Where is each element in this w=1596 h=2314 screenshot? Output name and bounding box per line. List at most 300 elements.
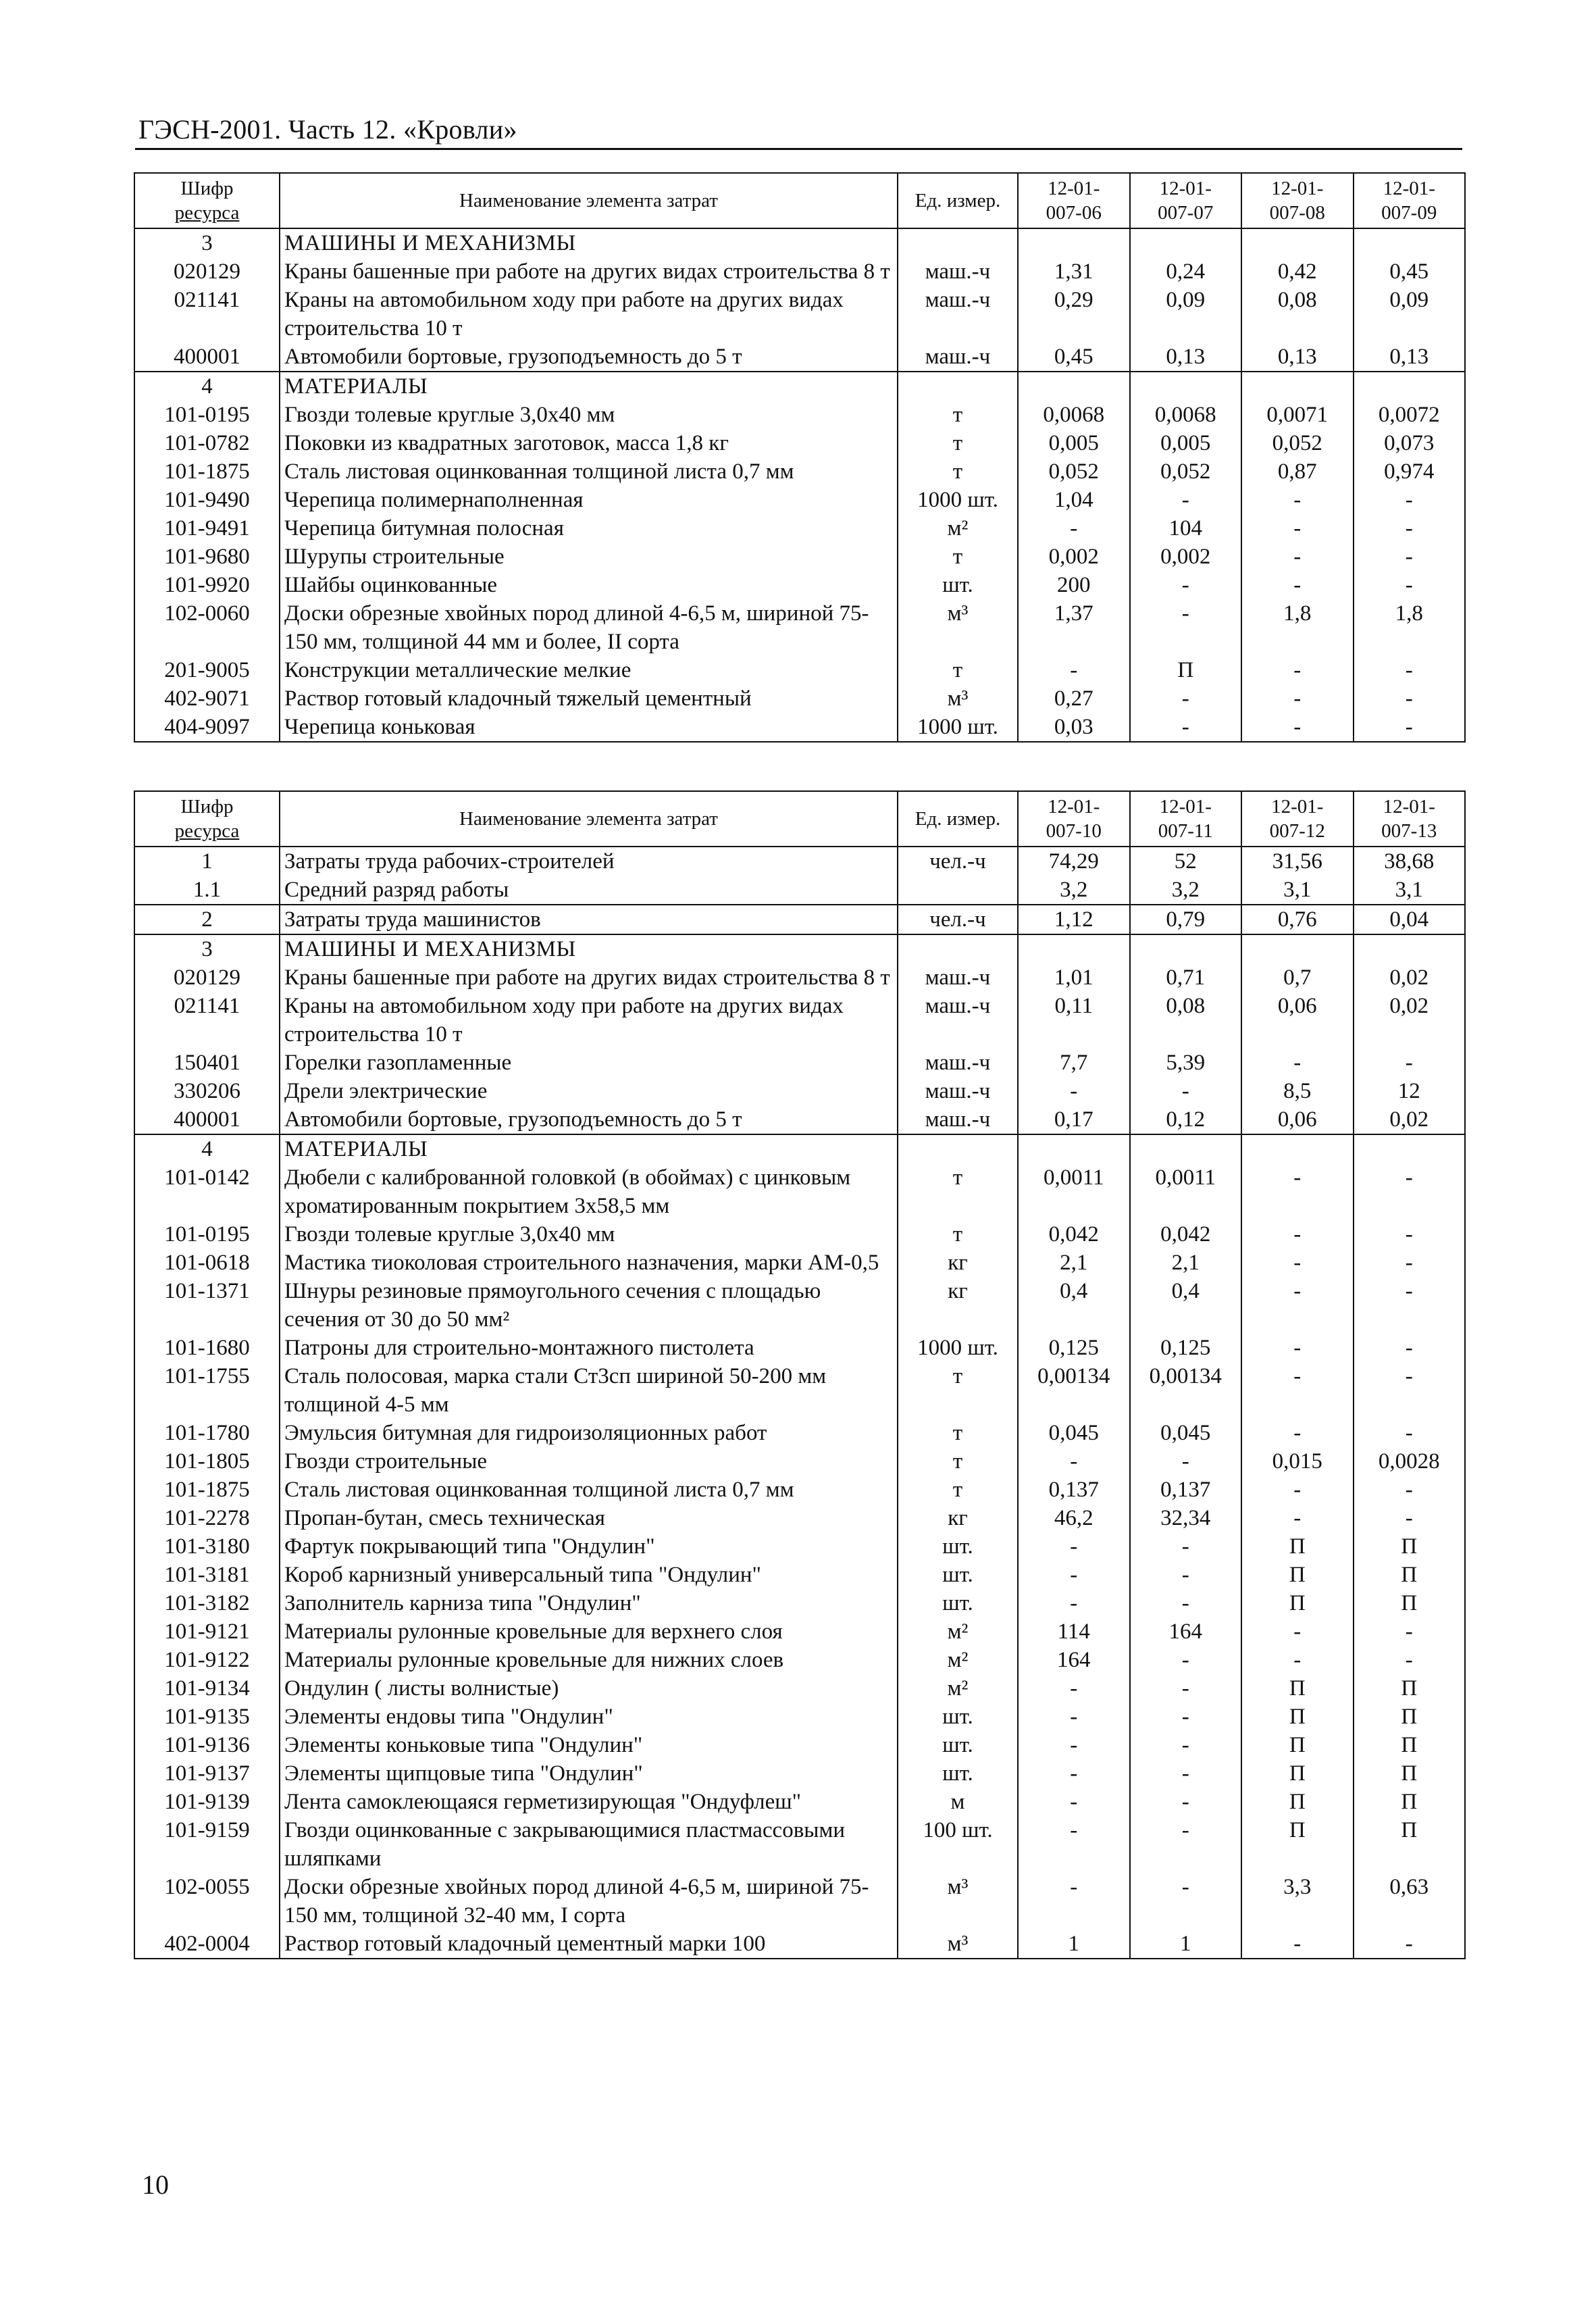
resource-code: 101-1875 [134, 457, 280, 486]
value-cell: - [1354, 713, 1466, 742]
table-row [134, 1703, 1465, 1731]
value-cell: 0,125 [1018, 1334, 1130, 1362]
value-cell: 0,08 [1241, 286, 1354, 343]
table-row [134, 1419, 1465, 1447]
table-row [134, 1163, 1465, 1220]
resource-code: 1.1 [134, 876, 280, 905]
unit-cell: маш.-ч [898, 1105, 1018, 1134]
value-cell: - [1018, 514, 1130, 543]
section-title: МАТЕРИАЛЫ [280, 1134, 898, 1163]
unit-cell: маш.-ч [898, 343, 1018, 372]
unit-cell [898, 1134, 1018, 1163]
value-cell: - [1130, 1532, 1242, 1561]
section-row [134, 228, 1465, 257]
table-row [134, 343, 1465, 372]
value-cell: - [1130, 1447, 1242, 1476]
value-cell: 0,17 [1018, 1105, 1130, 1134]
resource-name: Конструкции металлические мелкие [280, 656, 898, 684]
resource-code: 101-1371 [134, 1277, 280, 1334]
table-row [134, 1532, 1465, 1561]
resource-name: Раствор готовый кладочный тяжелый цементный [280, 684, 898, 713]
value-cell: - [1130, 1731, 1242, 1759]
value-cell: 0,27 [1018, 684, 1130, 713]
value-cell [1354, 228, 1466, 257]
value-cell: 0,87 [1241, 457, 1354, 486]
value-cell: 0,13 [1354, 343, 1466, 372]
value-cell [1354, 934, 1466, 963]
value-cell: П [1354, 1703, 1466, 1731]
value-cell: П [1241, 1759, 1354, 1788]
value-cell: П [1354, 1788, 1466, 1816]
resource-name: Затраты труда машинистов [280, 905, 898, 934]
value-cell: - [1354, 1334, 1466, 1362]
unit-cell: кг [898, 1504, 1018, 1532]
value-cell: - [1018, 1077, 1130, 1105]
value-cell: 12 [1354, 1077, 1466, 1105]
value-cell: - [1130, 1646, 1242, 1674]
value-cell: - [1241, 1220, 1354, 1249]
value-cell: - [1241, 1617, 1354, 1646]
value-cell: 0,0071 [1241, 401, 1354, 429]
resource-name: Поковки из квадратных заготовок, масса 1,8 кг [280, 429, 898, 457]
value-cell [1241, 1134, 1354, 1163]
value-cell: П [1241, 1703, 1354, 1731]
value-cell: - [1354, 514, 1466, 543]
resource-name: Сталь листовая оцинкованная толщиной листа 0,7 мм [280, 457, 898, 486]
code-header-line1: Шифр [180, 178, 234, 199]
unit-cell: м³ [898, 599, 1018, 656]
table-row [134, 1646, 1465, 1674]
value-cell: 2,1 [1018, 1249, 1130, 1277]
name-column-header: Наименование элемента затрат [280, 173, 898, 228]
code-header-line1: Шифр [180, 796, 234, 818]
value-cell: П [1354, 1561, 1466, 1589]
value-cell: 0,04 [1354, 905, 1466, 934]
resource-name: Заполнитель карниза типа "Ондулин" [280, 1589, 898, 1617]
unit-cell: кг [898, 1249, 1018, 1277]
resource-code: 101-1755 [134, 1362, 280, 1419]
value-cell: 1 [1018, 1930, 1130, 1959]
value-cell: 1 [1130, 1930, 1242, 1959]
value-cell: 0,76 [1241, 905, 1354, 934]
unit-cell: м³ [898, 1873, 1018, 1930]
resource-name: Мастика тиоколовая строительного назначения, марки АМ-0,5 [280, 1249, 898, 1277]
unit-cell: чел.-ч [898, 905, 1018, 934]
value-cell: - [1354, 486, 1466, 514]
section-title: МАШИНЫ И МЕХАНИЗМЫ [280, 934, 898, 963]
resource-name: Горелки газопламенные [280, 1049, 898, 1077]
value-cell [1018, 228, 1130, 257]
unit-cell: 1000 шт. [898, 713, 1018, 742]
value-cell: - [1130, 1589, 1242, 1617]
unit-cell: шт. [898, 1731, 1018, 1759]
section-title: МАТЕРИАЛЫ [280, 372, 898, 401]
value-cell: 5,39 [1130, 1049, 1242, 1077]
value-cell: П [1241, 1674, 1354, 1703]
value-cell: 0,045 [1018, 1419, 1130, 1447]
value-cell: 3,2 [1018, 876, 1130, 905]
table-row [134, 1873, 1465, 1930]
value-cell: - [1130, 1759, 1242, 1788]
resource-code: 2 [134, 905, 280, 934]
value-cell: - [1130, 1873, 1242, 1930]
resource-name: Черепица коньковая [280, 713, 898, 742]
value-column-header: 12-01- 007-12 [1241, 791, 1354, 847]
resource-name: Эмульсия битумная для гидроизоляционных работ [280, 1419, 898, 1447]
unit-cell: м² [898, 1646, 1018, 1674]
value-cell: - [1241, 571, 1354, 599]
resource-name: Элементы щипцовые типа "Ондулин" [280, 1759, 898, 1788]
table-row [134, 1220, 1465, 1249]
resource-name: Краны на автомобильном ходу при работе на других видах строительства 10 т [280, 286, 898, 343]
value-cell: П [1241, 1816, 1354, 1873]
value-cell: 1,01 [1018, 963, 1130, 992]
table-row [134, 257, 1465, 286]
table-row [134, 656, 1465, 684]
section-row [134, 934, 1465, 963]
value-cell: 0,005 [1018, 429, 1130, 457]
section-row [134, 1134, 1465, 1163]
value-cell [1130, 228, 1242, 257]
unit-cell: т [898, 1163, 1018, 1220]
value-cell: 0,06 [1241, 992, 1354, 1049]
table-row [134, 992, 1465, 1049]
unit-cell: м² [898, 1617, 1018, 1646]
table-row [134, 286, 1465, 343]
resource-code: 400001 [134, 1105, 280, 1134]
value-cell: П [1354, 1731, 1466, 1759]
value-cell: 1,31 [1018, 257, 1130, 286]
value-cell [1130, 934, 1242, 963]
resource-code: 201-9005 [134, 656, 280, 684]
value-cell: 0,0072 [1354, 401, 1466, 429]
value-column-header: 12-01- 007-07 [1130, 173, 1242, 228]
resource-code: 101-2278 [134, 1504, 280, 1532]
unit-cell: м³ [898, 684, 1018, 713]
value-cell: - [1130, 1077, 1242, 1105]
value-cell: - [1241, 486, 1354, 514]
table-row [134, 1589, 1465, 1617]
unit-cell [898, 372, 1018, 401]
value-cell: - [1241, 1419, 1354, 1447]
value-cell [1018, 372, 1130, 401]
resource-name: Патроны для строительно-монтажного пистолета [280, 1334, 898, 1362]
resource-name: Ондулин ( листы волнистые) [280, 1674, 898, 1703]
unit-cell: шт. [898, 1703, 1018, 1731]
resource-name: Черепица полимернаполненная [280, 486, 898, 514]
resource-code: 3 [134, 228, 280, 257]
table-row [134, 713, 1465, 742]
resource-name: Материалы рулонные кровельные для нижних слоев [280, 1646, 898, 1674]
value-cell: - [1130, 713, 1242, 742]
value-cell: 0,0011 [1130, 1163, 1242, 1220]
resource-code: 101-3180 [134, 1532, 280, 1561]
value-cell: 0,052 [1018, 457, 1130, 486]
value-cell [1241, 934, 1354, 963]
table-row [134, 1476, 1465, 1504]
resource-code: 4 [134, 372, 280, 401]
table-row [134, 571, 1465, 599]
value-cell: - [1130, 1788, 1242, 1816]
value-column-header: 12-01- 007-06 [1018, 173, 1130, 228]
table-row [134, 847, 1465, 876]
value-cell: П [1354, 1589, 1466, 1617]
value-cell: 0,09 [1354, 286, 1466, 343]
value-cell: П [1354, 1816, 1466, 1873]
value-cell: - [1354, 1476, 1466, 1504]
value-cell: - [1130, 1674, 1242, 1703]
resource-name: Доски обрезные хвойных пород длиной 4-6,5 м, шириной 75-150 мм, толщиной 32-40 мм, I сорта [280, 1873, 898, 1930]
resource-name: Гвозди строительные [280, 1447, 898, 1476]
resource-name: Автомобили бортовые, грузоподъемность до 5 т [280, 343, 898, 372]
unit-cell: 1000 шт. [898, 1334, 1018, 1362]
value-cell: - [1354, 1163, 1466, 1220]
table-row [134, 1277, 1465, 1334]
value-cell: - [1241, 1646, 1354, 1674]
value-cell: П [1241, 1731, 1354, 1759]
value-column-header: 12-01- 007-11 [1130, 791, 1242, 847]
table-row [134, 1930, 1465, 1959]
table-header-row [134, 791, 1465, 847]
value-cell: 3,1 [1354, 876, 1466, 905]
resource-name: Краны на автомобильном ходу при работе на других видах строительства 10 т [280, 992, 898, 1049]
value-cell: - [1354, 656, 1466, 684]
value-cell: П [1354, 1759, 1466, 1788]
value-cell: 0,08 [1130, 992, 1242, 1049]
resource-name: Сталь полосовая, марка стали Ст3сп шириной 50-200 мм толщиной 4-5 мм [280, 1362, 898, 1419]
value-cell [1018, 934, 1130, 963]
value-cell: - [1130, 1561, 1242, 1589]
value-cell: П [1241, 1561, 1354, 1589]
value-cell: 1,04 [1018, 486, 1130, 514]
unit-column-header: Ед. измер. [898, 173, 1018, 228]
table-row [134, 1674, 1465, 1703]
value-cell: - [1130, 486, 1242, 514]
resource-code: 101-0782 [134, 429, 280, 457]
unit-cell: м² [898, 514, 1018, 543]
table-row [134, 457, 1465, 486]
value-cell: - [1241, 1277, 1354, 1334]
table-row [134, 1561, 1465, 1589]
unit-cell: маш.-ч [898, 286, 1018, 343]
name-column-header: Наименование элемента затрат [280, 791, 898, 847]
value-cell: 0,137 [1130, 1476, 1242, 1504]
value-cell: 0,00134 [1130, 1362, 1242, 1419]
value-column-header: 12-01- 007-08 [1241, 173, 1354, 228]
table-row [134, 1249, 1465, 1277]
value-cell: 0,0028 [1354, 1447, 1466, 1476]
unit-cell: т [898, 1476, 1018, 1504]
value-cell: 8,5 [1241, 1077, 1354, 1105]
unit-cell: т [898, 543, 1018, 571]
value-cell: - [1354, 1249, 1466, 1277]
value-cell: - [1018, 656, 1130, 684]
value-cell: 0,045 [1130, 1419, 1242, 1447]
value-cell: - [1241, 713, 1354, 742]
value-cell: 0,0068 [1130, 401, 1242, 429]
value-cell: 46,2 [1018, 1504, 1130, 1532]
table-row [134, 1334, 1465, 1362]
resource-code: 101-0195 [134, 401, 280, 429]
resource-code: 150401 [134, 1049, 280, 1077]
unit-cell: т [898, 1220, 1018, 1249]
resource-code: 101-9139 [134, 1788, 280, 1816]
value-cell: - [1241, 1362, 1354, 1419]
value-cell: - [1018, 1447, 1130, 1476]
table-row [134, 1788, 1465, 1816]
value-cell: 164 [1130, 1617, 1242, 1646]
value-cell: 0,073 [1354, 429, 1466, 457]
unit-cell: т [898, 1419, 1018, 1447]
value-cell: - [1241, 656, 1354, 684]
resource-code: 101-9121 [134, 1617, 280, 1646]
value-cell: - [1354, 1049, 1466, 1077]
value-cell: - [1130, 684, 1242, 713]
value-cell: 74,29 [1018, 847, 1130, 876]
table-row [134, 684, 1465, 713]
resource-code: 4 [134, 1134, 280, 1163]
section-row [134, 372, 1465, 401]
unit-cell: шт. [898, 1532, 1018, 1561]
value-cell: П [1241, 1589, 1354, 1617]
value-cell: 0,974 [1354, 457, 1466, 486]
table-row [134, 1362, 1465, 1419]
value-cell: 0,13 [1130, 343, 1242, 372]
resource-name: Дюбели с калиброванной головкой (в обоймах) с цинковым хроматированным покрытием 3х58,5 мм [280, 1163, 898, 1220]
resource-code: 101-9680 [134, 543, 280, 571]
table-body [134, 847, 1465, 1959]
value-cell: 104 [1130, 514, 1242, 543]
value-cell: 0,02 [1354, 1105, 1466, 1134]
table-row [134, 905, 1465, 934]
table-row [134, 963, 1465, 992]
value-cell: 52 [1130, 847, 1242, 876]
resource-code: 101-9137 [134, 1759, 280, 1788]
table-row [134, 401, 1465, 429]
value-cell: 3,3 [1241, 1873, 1354, 1930]
resource-name: Фартук покрывающий типа "Ондулин" [280, 1532, 898, 1561]
unit-cell: маш.-ч [898, 963, 1018, 992]
value-cell: 0,052 [1130, 457, 1242, 486]
resource-code: 1 [134, 847, 280, 876]
resource-name: Черепица битумная полосная [280, 514, 898, 543]
value-cell: 0,63 [1354, 1873, 1466, 1930]
resource-name: Гвозди оцинкованные с закрывающимися пластмассовыми шляпками [280, 1816, 898, 1873]
value-cell: 0,002 [1018, 543, 1130, 571]
value-cell: 0,09 [1130, 286, 1242, 343]
unit-column-header: Ед. измер. [898, 791, 1018, 847]
value-cell: 0,0068 [1018, 401, 1130, 429]
resource-code: 101-0618 [134, 1249, 280, 1277]
code-column-header [134, 791, 280, 847]
resource-name: Краны башенные при работе на других видах строительства 8 т [280, 963, 898, 992]
value-cell: 31,56 [1241, 847, 1354, 876]
resource-name: Короб карнизный универсальный типа "Ондулин" [280, 1561, 898, 1589]
value-cell: 114 [1018, 1617, 1130, 1646]
value-cell: - [1354, 1646, 1466, 1674]
value-cell: 1,8 [1354, 599, 1466, 656]
unit-cell: т [898, 1447, 1018, 1476]
value-cell: - [1018, 1589, 1130, 1617]
value-cell: П [1130, 656, 1242, 684]
value-cell: 7,7 [1018, 1049, 1130, 1077]
value-cell [1130, 372, 1242, 401]
value-cell: - [1241, 1930, 1354, 1959]
value-cell: 0,042 [1130, 1220, 1242, 1249]
resource-name: Затраты труда рабочих-строителей [280, 847, 898, 876]
value-cell: 0,042 [1018, 1220, 1130, 1249]
value-cell: 0,29 [1018, 286, 1130, 343]
resource-code: 400001 [134, 343, 280, 372]
resource-code: 101-1805 [134, 1447, 280, 1476]
value-cell: 0,137 [1018, 1476, 1130, 1504]
code-column-header [134, 173, 280, 228]
resource-code: 404-9097 [134, 713, 280, 742]
value-cell: - [1241, 1249, 1354, 1277]
table-row [134, 1816, 1465, 1873]
resource-code: 402-0004 [134, 1930, 280, 1959]
resource-name: Пропан-бутан, смесь техническая [280, 1504, 898, 1532]
value-cell: 0,0011 [1018, 1163, 1130, 1220]
table-row [134, 486, 1465, 514]
value-cell: 0,03 [1018, 713, 1130, 742]
unit-cell: шт. [898, 1561, 1018, 1589]
table-row [134, 1617, 1465, 1646]
code-header-line2: ресурса [174, 820, 240, 842]
value-cell: - [1241, 1049, 1354, 1077]
resource-code: 101-0142 [134, 1163, 280, 1220]
value-cell: 0,4 [1018, 1277, 1130, 1334]
resource-name: Краны башенные при работе на других видах строительства 8 т [280, 257, 898, 286]
table-row [134, 1759, 1465, 1788]
table-row [134, 876, 1465, 905]
value-cell: 0,015 [1241, 1447, 1354, 1476]
table-header-row [134, 173, 1465, 228]
resource-code: 102-0060 [134, 599, 280, 656]
value-cell [1354, 1134, 1466, 1163]
value-cell: 1,37 [1018, 599, 1130, 656]
value-cell: 3,1 [1241, 876, 1354, 905]
value-cell: 0,45 [1018, 343, 1130, 372]
value-cell: 0,71 [1130, 963, 1242, 992]
resource-code: 101-3181 [134, 1561, 280, 1589]
value-cell: - [1241, 684, 1354, 713]
resource-code: 101-9135 [134, 1703, 280, 1731]
resource-code: 101-1875 [134, 1476, 280, 1504]
value-cell: 0,4 [1130, 1277, 1242, 1334]
value-cell [1018, 1134, 1130, 1163]
resource-code: 102-0055 [134, 1873, 280, 1930]
value-cell: 0,11 [1018, 992, 1130, 1049]
unit-cell: м² [898, 1674, 1018, 1703]
resource-code: 101-9920 [134, 571, 280, 599]
value-cell: 1,12 [1018, 905, 1130, 934]
value-cell: - [1354, 1419, 1466, 1447]
value-cell: 3,2 [1130, 876, 1242, 905]
resource-name: Дрели электрические [280, 1077, 898, 1105]
resource-code: 021141 [134, 286, 280, 343]
resource-code: 402-9071 [134, 684, 280, 713]
document-header-title: ГЭСН-2001. Часть 12. «Кровли» [138, 114, 517, 145]
unit-cell: маш.-ч [898, 1049, 1018, 1077]
value-cell: 0,24 [1130, 257, 1242, 286]
unit-cell: т [898, 1362, 1018, 1419]
resource-name: Материалы рулонные кровельные для верхнего слоя [280, 1617, 898, 1646]
value-cell [1130, 1134, 1242, 1163]
resource-name: Элементы ендовы типа "Ондулин" [280, 1703, 898, 1731]
value-cell: 0,13 [1241, 343, 1354, 372]
value-cell: - [1018, 1788, 1130, 1816]
